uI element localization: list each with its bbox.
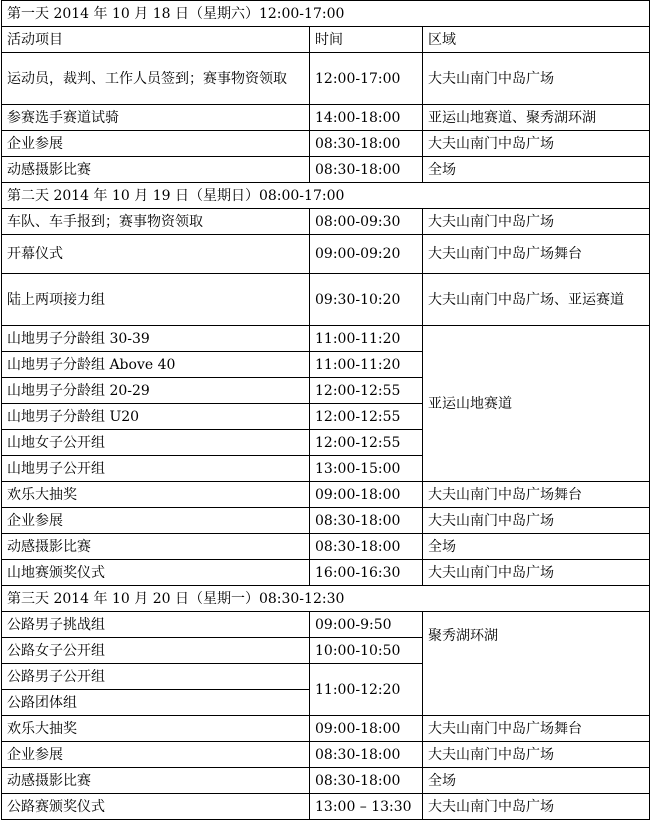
time-cell: 08:30-18:00	[310, 131, 423, 157]
table-row	[2, 742, 650, 768]
area-cell: 大夫山南门中岛广场	[423, 209, 650, 235]
activity-cell: 企业参展	[2, 131, 310, 157]
activity-cell: 企业参展	[2, 508, 310, 534]
time-cell: 08:30-18:00	[310, 768, 423, 794]
area-cell: 大夫山南门中岛广场舞台	[423, 235, 650, 274]
column-header-row	[2, 27, 650, 53]
activity-cell: 公路男子挑战组	[2, 612, 310, 638]
area-cell: 大夫山南门中岛广场	[423, 508, 650, 534]
area-cell: 大夫山南门中岛广场	[423, 131, 650, 157]
table-row	[2, 53, 650, 105]
time-cell: 12:00-12:55	[310, 430, 423, 456]
table-row	[2, 326, 650, 352]
day-header: 第一天 2014 年 10 月 18 日（星期六）12:00-17:00	[2, 1, 650, 27]
table-row	[2, 560, 650, 586]
area-cell: 全场	[423, 157, 650, 183]
activity-cell: 山地男子公开组	[2, 456, 310, 482]
area-cell: 聚秀湖环湖	[423, 612, 650, 716]
activity-cell: 动感摄影比赛	[2, 157, 310, 183]
column-header-time: 时间	[310, 27, 423, 53]
activity-cell: 山地赛颁奖仪式	[2, 560, 310, 586]
day-header-row	[2, 1, 650, 27]
area-cell: 亚运山地赛道	[423, 326, 650, 482]
column-header-area: 区域	[423, 27, 650, 53]
table-row	[2, 716, 650, 742]
activity-cell: 公路赛颁奖仪式	[2, 794, 310, 820]
activity-cell: 山地男子分龄组 30-39	[2, 326, 310, 352]
time-cell: 09:00-18:00	[310, 716, 423, 742]
table-row	[2, 794, 650, 820]
time-cell: 11:00-12:20	[310, 664, 423, 716]
day-header: 第三天 2014 年 10 月 20 日（星期一）08:30-12:30	[2, 586, 650, 612]
time-cell: 09:00-9:50	[310, 612, 423, 638]
time-cell: 12:00-12:55	[310, 404, 423, 430]
time-cell: 11:00-11:20	[310, 352, 423, 378]
activity-cell: 欢乐大抽奖	[2, 482, 310, 508]
day-header: 第二天 2014 年 10 月 19 日（星期日）08:00-17:00	[2, 183, 650, 209]
activity-cell: 开幕仪式	[2, 235, 310, 274]
area-cell: 全场	[423, 768, 650, 794]
time-cell: 13:00 – 13:30	[310, 794, 423, 820]
activity-cell: 陆上两项接力组	[2, 274, 310, 326]
time-cell: 09:00-18:00	[310, 482, 423, 508]
table-row	[2, 131, 650, 157]
time-cell: 09:00-09:20	[310, 235, 423, 274]
time-cell: 08:30-18:00	[310, 534, 423, 560]
activity-cell: 山地男子分龄组 20-29	[2, 378, 310, 404]
time-cell: 10:00-10:50	[310, 638, 423, 664]
activity-cell: 公路团体组	[2, 690, 310, 716]
time-cell: 11:00-11:20	[310, 326, 423, 352]
time-cell: 13:00-15:00	[310, 456, 423, 482]
activity-cell: 运动员，裁判、工作人员签到；赛事物资领取	[2, 53, 310, 105]
activity-cell: 山地男子分龄组 U20	[2, 404, 310, 430]
time-cell: 09:30-10:20	[310, 274, 423, 326]
activity-cell: 动感摄影比赛	[2, 534, 310, 560]
table-row	[2, 105, 650, 131]
time-cell: 16:00-16:30	[310, 560, 423, 586]
activity-cell: 企业参展	[2, 742, 310, 768]
time-cell: 08:00-09:30	[310, 209, 423, 235]
area-cell: 大夫山南门中岛广场	[423, 742, 650, 768]
table-row	[2, 768, 650, 794]
table-row	[2, 482, 650, 508]
time-cell: 12:00-12:55	[310, 378, 423, 404]
time-cell: 08:30-18:00	[310, 157, 423, 183]
area-cell: 亚运山地赛道、聚秀湖环湖	[423, 105, 650, 131]
activity-cell: 山地女子公开组	[2, 430, 310, 456]
table-row	[2, 508, 650, 534]
day-header-row	[2, 586, 650, 612]
activity-cell: 公路女子公开组	[2, 638, 310, 664]
area-cell: 大夫山南门中岛广场、亚运赛道	[423, 274, 650, 326]
column-header-activity: 活动项目	[2, 27, 310, 53]
area-cell: 全场	[423, 534, 650, 560]
table-row	[2, 235, 650, 274]
table-row	[2, 612, 650, 638]
activity-cell: 山地男子分龄组 Above 40	[2, 352, 310, 378]
activity-cell: 车队、车手报到；赛事物资领取	[2, 209, 310, 235]
time-cell: 12:00-17:00	[310, 53, 423, 105]
area-cell: 大夫山南门中岛广场	[423, 794, 650, 820]
table-row	[2, 209, 650, 235]
area-cell: 大夫山南门中岛广场舞台	[423, 482, 650, 508]
day-header-row	[2, 183, 650, 209]
activity-cell: 欢乐大抽奖	[2, 716, 310, 742]
activity-cell: 公路男子公开组	[2, 664, 310, 690]
activity-cell: 参赛选手赛道试骑	[2, 105, 310, 131]
area-cell: 大夫山南门中岛广场舞台	[423, 716, 650, 742]
table-row	[2, 274, 650, 326]
activity-cell: 动感摄影比赛	[2, 768, 310, 794]
area-cell: 大夫山南门中岛广场	[423, 53, 650, 105]
time-cell: 14:00-18:00	[310, 105, 423, 131]
table-row	[2, 534, 650, 560]
schedule-table	[1, 0, 650, 820]
table-row	[2, 157, 650, 183]
time-cell: 08:30-18:00	[310, 508, 423, 534]
time-cell: 08:30-18:00	[310, 742, 423, 768]
area-cell: 大夫山南门中岛广场	[423, 560, 650, 586]
